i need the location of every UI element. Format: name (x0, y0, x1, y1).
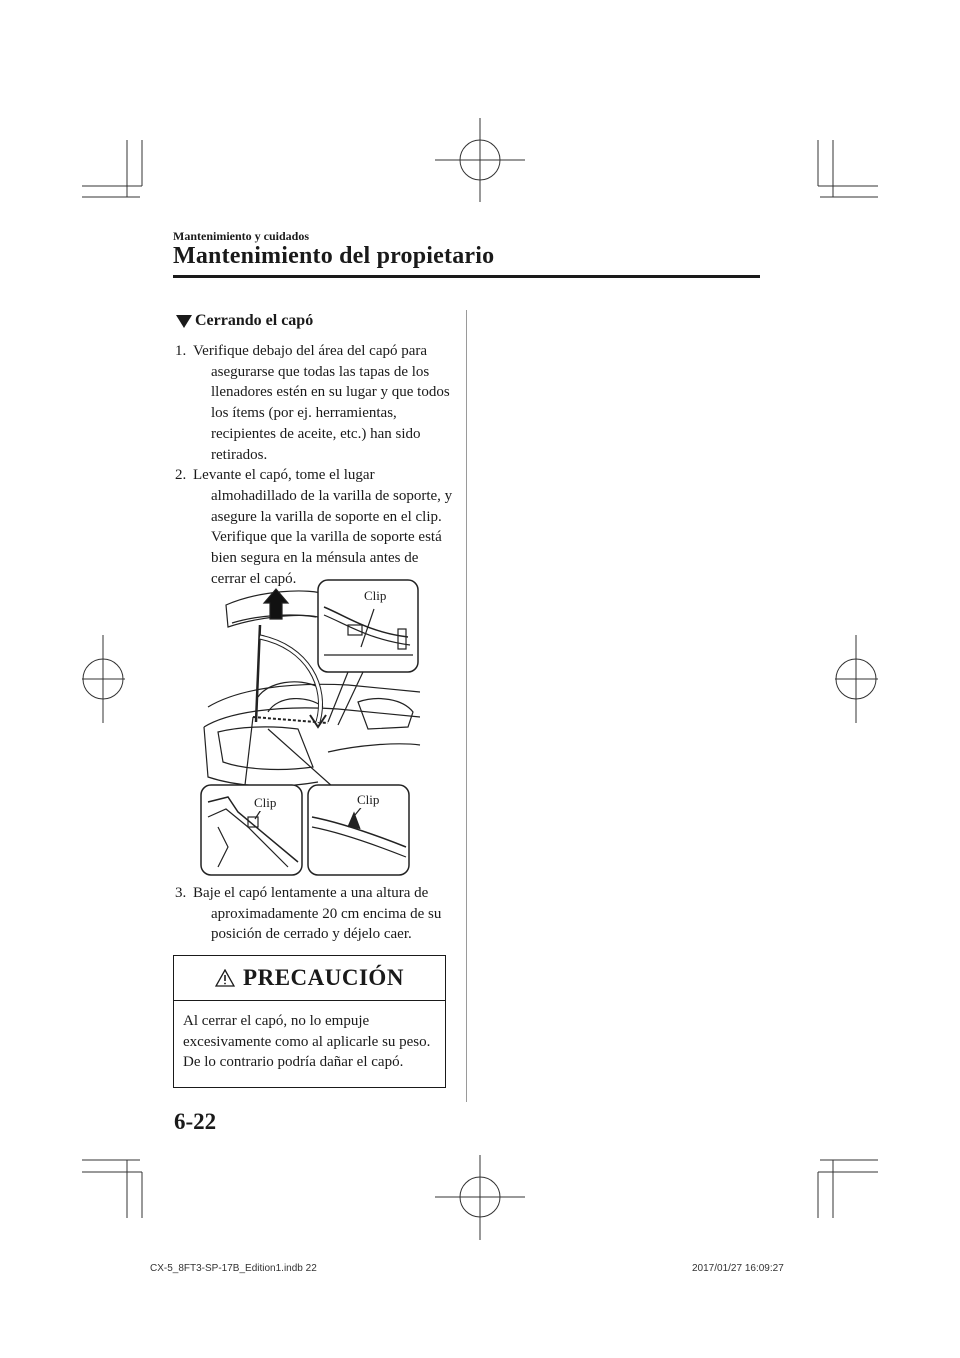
warning-triangle-icon (215, 969, 235, 987)
caution-box (173, 955, 446, 1088)
caution-header (174, 956, 445, 1001)
clip-label-bottom-right: Clip (357, 792, 380, 807)
page-number: 6-22 (174, 1109, 217, 1134)
header-rule (173, 275, 760, 278)
hood-clip-illustration (198, 577, 422, 877)
clip-label-top: Clip (364, 588, 387, 603)
step-item (175, 883, 455, 945)
column-divider (466, 310, 467, 1102)
step-item (175, 341, 455, 465)
subsection-title: Cerrando el capó (195, 312, 314, 329)
section-label: Mantenimiento y cuidados (173, 229, 310, 243)
section-title: Mantenimiento del propietario (173, 243, 495, 269)
caution-title: PRECAUCIÓN (243, 965, 404, 990)
hood-illustration-drawing (198, 577, 422, 877)
step-text: Levante el capó, tome el lugar almohadillado de la varilla de soporte, y asegure la varilla de soporte en el clip. Verifique que la varilla de soporte está bien segura en la ménsula antes de cerrar el capó. (193, 467, 453, 587)
step-number: 1. (175, 343, 187, 359)
subsection-heading (176, 312, 313, 330)
footer-timestamp: 2017/01/27 16:09:27 (692, 1263, 784, 1274)
step-number: 2. (175, 467, 187, 484)
clip-label-bottom-left: Clip (254, 795, 277, 810)
step-number: 3. (175, 885, 187, 901)
step-text: Verifique debajo del área del capó para asegurarse que todas las tapas de los llenadores estén en su lugar y que todos los ítems (por ej. herramientas, recipientes de aceite, etc.) han sido retirados. (193, 343, 450, 463)
caution-text: Al cerrar el capó, no lo empuje excesivamente como al aplicarle su peso. De lo contrario podría dañar el capó. (183, 1013, 431, 1071)
step-list-bottom (175, 883, 455, 945)
step-text: Baje el capó lentamente a una altura de aproximadamente 20 cm encima de su posición de cerrado y déjelo caer. (193, 885, 442, 943)
footer-filename: CX-5_8FT3-SP-17B_Edition1.indb 22 (150, 1263, 317, 1274)
step-list-top (175, 341, 455, 589)
down-triangle-icon (176, 315, 192, 328)
step-item (175, 465, 455, 589)
